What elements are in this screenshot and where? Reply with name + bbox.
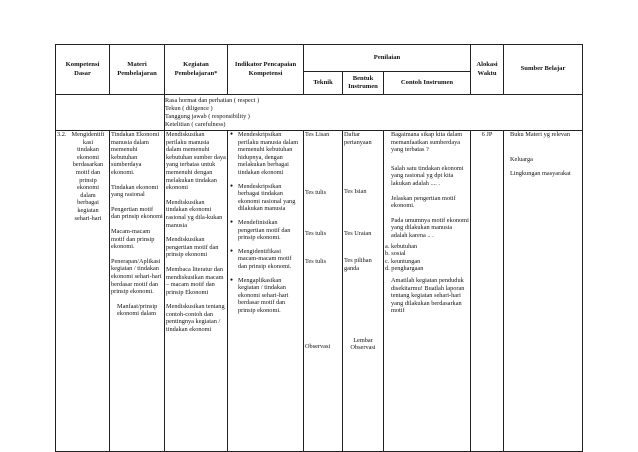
header-row (56, 45, 583, 72)
kd-number: 3.2. (57, 131, 67, 138)
attitude-item: Rasa hormat dan perhatian ( respect ) (165, 97, 260, 104)
bentuk-item: Tes Uraian (344, 229, 372, 237)
header-contoh: Contoh Instrumen (384, 72, 471, 95)
header-kompetensi-dasar: Kompetensi Dasar (56, 45, 110, 95)
sumber-item: Keluarga (510, 155, 533, 163)
contoh-question-3: Jelaskan pengertian motif ekonomi. (391, 194, 456, 210)
materi-item: Pengertian motif dan prinsip ekonomi (111, 205, 163, 221)
teknik-item: Tes tulis (305, 230, 327, 238)
header-bentuk: Bentuk Instrumen (343, 72, 384, 95)
kegiatan-cell (165, 131, 228, 452)
contoh-option: b. sosial (385, 250, 406, 258)
attitude-list (165, 95, 583, 131)
teknik-item: Observasi (305, 343, 331, 351)
contoh-option: d. penghargaan (385, 265, 424, 273)
kd-text: Mengidentifi kasi tindakan ekonomi berdasarkan motif dan prinsip ekonomi dalam berbagai kegiatan sehari-hari (71, 131, 105, 222)
contoh-question-5: Amatilah kegiatan penduduk disekitarmu! Buatlah laporan tentang kegiatan sehari-hari yang dilakukan berdasarkan motif (391, 276, 465, 315)
indikator-item: ● Mendeskripsikan berbagai tindakan ekonomi rasional yang dilakukan manusia (238, 183, 302, 213)
materi-item: Macam-macam motif dan prinsip ekonomi. (111, 227, 155, 251)
header-penilaian: Penilaian (304, 45, 471, 72)
contoh-question-2: Salah satu tindakan ekonomi yang rasional yg dpt kita lakukan adalah .... . (391, 164, 464, 187)
header-teknik: Teknik (304, 72, 343, 95)
sumber-item: Buku Materi yg relevan (510, 131, 570, 138)
kegiatan-item: Mendiskusikan pengertian motif dan prinsip ekonomi (166, 236, 219, 259)
indikator-list (229, 131, 302, 314)
materi-item: Penerapan/Aplikasi kegiatan / tindakan ekonomi sehari-hari berdasar motif dan prinsip ekonomi. (111, 257, 162, 296)
bentuk-item: Tes Isian (344, 188, 367, 196)
kegiatan-item: Membaca literatur dan mendiskusikan macam – macam motif dan prinsip Ekonomi (166, 265, 224, 296)
bentuk-item: Tes pilihan ganda (344, 257, 372, 272)
header-sumber: Sumber Belajar (504, 45, 583, 95)
contoh-cell (384, 131, 471, 452)
indikator-item: ● Mengidentifikasi macam-macam motif dan prinsip ekonomi. (238, 248, 302, 271)
teknik-item: Tes tulis (305, 257, 327, 265)
kegiatan-item: Mendiskusikan tentang contoh-contoh dan pentingnya kegiatan / tindakan ekonomi (166, 303, 225, 334)
sumber-item: Lingkungan masyarakat (510, 170, 571, 178)
teknik-item: Tes Lisan (305, 131, 330, 138)
sumber-cell (504, 131, 583, 452)
contoh-option: c. keuntungan (385, 257, 421, 265)
materi-item: Tindakan Ekonomi manusia dalam memenuhi kebutuhan sumberdaya ekonomi. (111, 131, 160, 176)
bentuk-item: Daftar pertanyaan (344, 131, 372, 146)
header-kegiatan: Kegiatan Pembelajaran* (165, 45, 228, 95)
attitude-item: Ketelitian ( carefulness) (165, 121, 226, 128)
header-alokasi: Alokasi Waktu (471, 45, 504, 95)
materi-cell (110, 131, 165, 452)
content-row (56, 131, 583, 452)
contoh-question-1: Bagaimana sikap kita dalam memanfaatkan sumberdaya yang terbatas ? (391, 131, 463, 154)
indikator-item: ● Mendeskripsikan perilaku manusia dalam memenuhi kebutuhan hidupnya, dengan melakukan berbagai tindakan ekonomi (238, 131, 302, 177)
kegiatan-item: Mendiskusikan tindakan ekonomi rasional yg dila-kukan manusia (166, 198, 223, 229)
materi-item: Manfaat/prinsip ekonomi dalam (117, 302, 158, 318)
indikator-item: ● Mendefinisikan pengertian motif dan prinsip ekonomi. (238, 219, 302, 242)
header-indikator: Indikator Pencapaian Kompetensi (228, 45, 304, 95)
contoh-option: a. kebutuhan (385, 242, 418, 250)
kd-cell (56, 131, 110, 452)
kegiatan-item: Mendiskusikan perilaku manusia dalam memenuhi kebutuhan sumber daya yang terbatas untuk memenuhi dengan melakukan tindakan ekonomi (166, 131, 226, 192)
indikator-item: ● Mengaplikasikan kegiatan / tindakan ekonomi sehari-hari berdasar motif dan prinsip ekonomi. (238, 277, 302, 315)
contoh-question-4: Pada umumnya motif ekonomi yang dilakukan manusia adalah karena .. . (391, 216, 469, 239)
materi-item: Tindakan ekonomi yang rasional (111, 183, 159, 199)
attitude-row (56, 95, 583, 131)
syllabus-table (55, 44, 583, 452)
header-materi: Materi Pembelajaran (110, 45, 165, 95)
attitude-item: Tekun ( diligence ) (165, 105, 213, 112)
teknik-item: Tes tulis (305, 188, 327, 196)
bentuk-cell (343, 131, 384, 452)
bentuk-item: Lembar Observasi (350, 336, 376, 352)
attitude-item: Tanggung jawab ( responsibility ) (165, 113, 250, 120)
teknik-cell (304, 131, 343, 452)
alokasi-cell: 6 JP (471, 131, 504, 452)
indikator-cell (228, 131, 304, 452)
